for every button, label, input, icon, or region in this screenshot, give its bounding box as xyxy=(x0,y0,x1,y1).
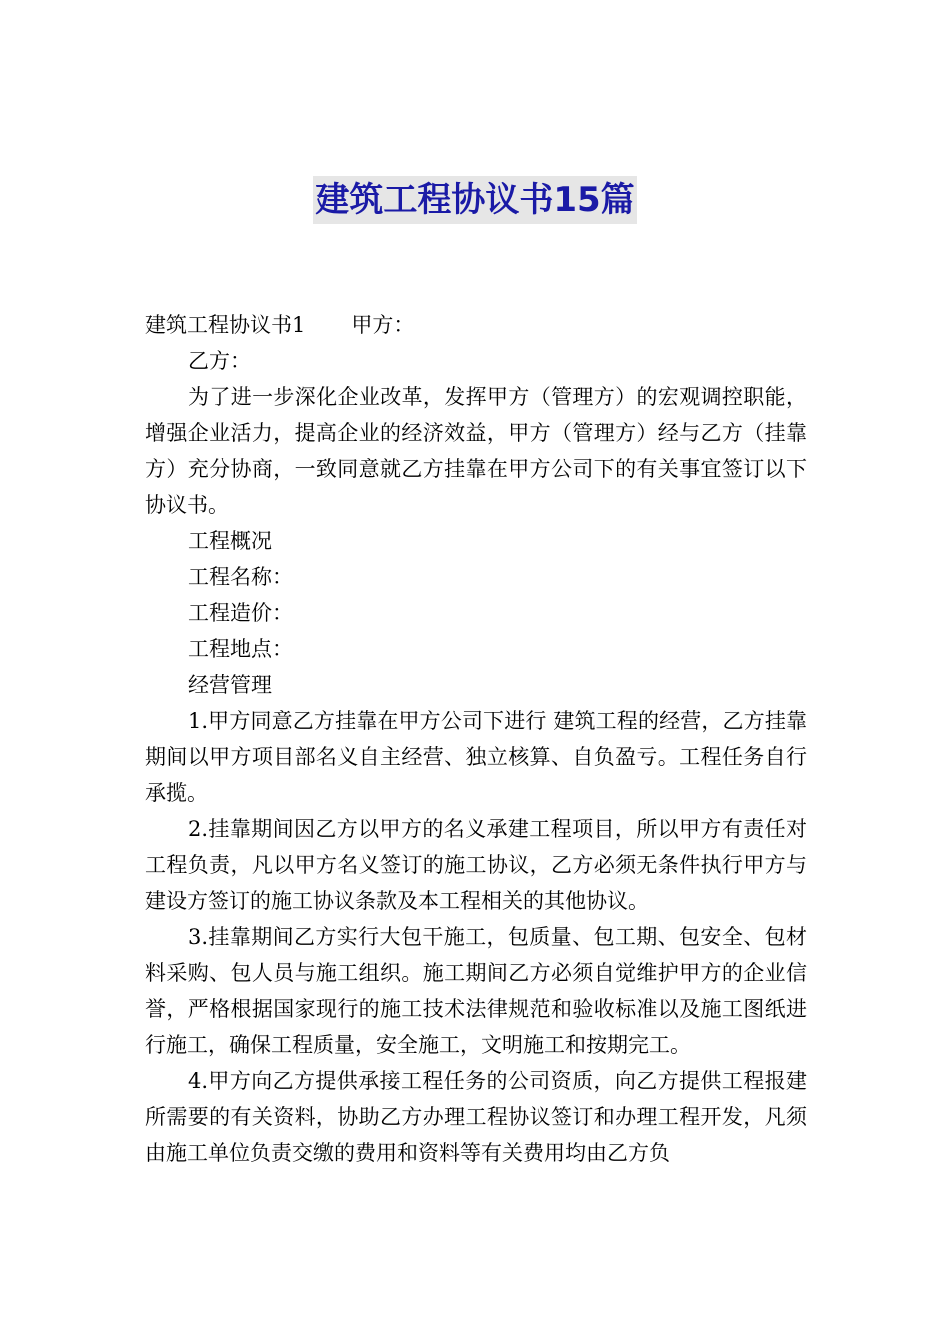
clause-2: 2.挂靠期间因乙方以甲方的名义承建工程项目，所以甲方有责任对工程负责，凡以甲方名义签订的施工协议，乙方必须无条件执行甲方与建设方签订的施工协议条款及本工程相关的其他协议。 xyxy=(145,817,807,913)
clause-4: 4.甲方向乙方提供承接工程任务的公司资质，向乙方提供工程报建所需要的有关资料，协助乙方办理工程协议签订和办理工程开发，凡须由施工单位负责交缴的费用和资料等有关费用均由乙方负 xyxy=(145,1069,807,1165)
party-a-label: 甲方： xyxy=(351,313,415,337)
project-cost-field: 工程造价： xyxy=(188,601,293,625)
project-location-field: 工程地点： xyxy=(188,637,293,661)
clause-3: 3.挂靠期间乙方实行大包干施工，包质量、包工期、包安全、包材料采购、包人员与施工组织。施工期间乙方必须自觉维护甲方的企业信誉，严格根据国家现行的施工技术法律规范和验收标准以及施工图纸进行施工，确保工程质量，安全施工，文明施工和按期完工。 xyxy=(145,925,807,1057)
title-container xyxy=(0,176,950,224)
intro-paragraph: 为了进一步深化企业改革，发挥甲方（管理方）的宏观调控职能，增强企业活力，提高企业的经济效益，甲方（管理方）经与乙方（挂靠方）充分协商，一致同意就乙方挂靠在甲方公司下的有关事宜签订以下协议书。 xyxy=(145,385,807,517)
project-name-field: 工程名称： xyxy=(188,565,293,589)
section-overview-heading: 工程概况 xyxy=(188,529,272,553)
heading-line xyxy=(145,307,807,343)
agreement-heading: 建筑工程协议书1 xyxy=(145,313,306,337)
clause-1: 1.甲方同意乙方挂靠在甲方公司下进行 建筑工程的经营，乙方挂靠期间以甲方项目部名义自主经营、独立核算、自负盈亏。工程任务自行承揽。 xyxy=(145,709,807,805)
party-b-label: 乙方： xyxy=(188,349,251,373)
document-title: 建筑工程协议书15篇 xyxy=(313,176,636,224)
section-management-heading: 经营管理 xyxy=(188,673,272,697)
document-body xyxy=(145,307,807,1171)
